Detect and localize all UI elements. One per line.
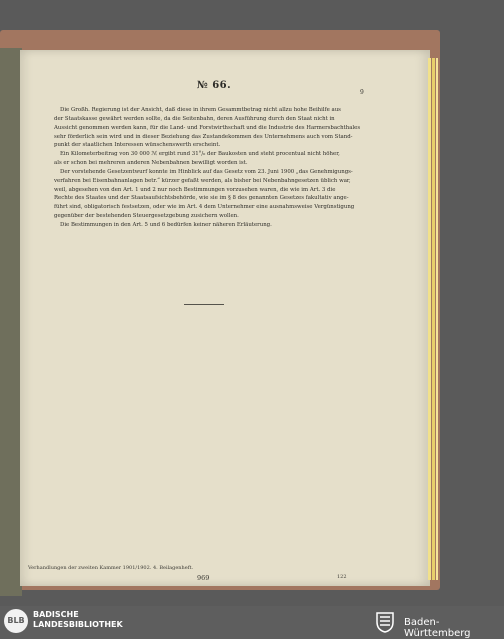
section-divider [184, 304, 224, 305]
footer-source: Verhandlungen der zweiten Kammer 1901/1902. 4. Beilagenheft. [28, 565, 194, 571]
library-name [33, 610, 123, 630]
text-line: als er schon bei mehreren anderen Nebenbahnen bewilligt worden ist. [54, 160, 248, 167]
text-line: Aussicht genommen werden kann, für die Land- und Forstwirthschaft und die Industrie des Harmersbachthales [54, 124, 361, 131]
text-line: der Staatskasse gewährt werden sollte, da die Seitenbahn, deren Ausführung durch den Staat nicht in [54, 115, 335, 122]
text-line: Die Großh. Regierung ist der Ansicht, daß diese in ihrem Gesammtbetrag nicht allzu hohe Beihilfe aus [60, 107, 341, 113]
state-crest-icon [376, 611, 394, 633]
page-edge [428, 58, 431, 580]
text-line: gegenüber der bestehenden Steuergesetzgebung zusichern wollen. [54, 213, 239, 220]
blb-logo-icon: BLB [4, 609, 28, 633]
text-line: führt sind, obligatorisch festsetzen, oder wie im Art. 4 dem Unternehmer eine ausnahmsweise Vergünstigung [54, 204, 355, 211]
text-line: verfahren bei Eisenbahnanlagen betr.“ kürzer gefaßt werden, als bisher bei Nebenbahngesetzen üblich war, [54, 177, 351, 184]
text-line: weil, abgesehen von den Art. 1 und 2 nur noch Bestimmungen vorzusehen waren, die wie im Art. 3 die [54, 186, 336, 193]
footer-page-number: 969 [197, 574, 210, 582]
document-number: № 66. [196, 80, 232, 91]
library-name-line2: LANDESBIBLIOTHEK [33, 620, 123, 629]
footer-sheet-number: 122 [337, 574, 347, 580]
text-line: Der vorstehende Gesetzentwurf konnte im Hinblick auf das Gesetz vom 23. Juni 1900 „das Genehmigungs- [60, 168, 353, 175]
library-name-line1: BADISCHE [33, 610, 79, 619]
text-line: sehr förderlich sein wird und in dieser Beziehung das Zustandekommen des Unternehmens auch vom Stand- [54, 133, 353, 140]
text-line: Die Bestimmungen in den Art. 5 und 6 bedürfen keiner näheren Erläuterung. [60, 221, 272, 228]
page-edge [432, 58, 435, 580]
text-line: Rechte des Staates und der Staatsaufsichtsbehörde, wie sie im § 8 des genannten Gesetzes fakultativ ange- [54, 195, 349, 202]
page-edge [436, 58, 438, 580]
body-text [54, 106, 368, 230]
book-spine-shadow [0, 48, 22, 596]
page-number: 9 [360, 89, 364, 96]
text-line: Ein Kilometerbeitrag von 30 000 ℳ ergibt rund 31°/₀ der Baukosten und steht procentual nicht höher, [60, 151, 340, 158]
text-line: punkt der staatlichen Interessen wünschenswerth erscheint. [54, 142, 221, 149]
state-name: Baden-Württemberg [404, 617, 471, 639]
